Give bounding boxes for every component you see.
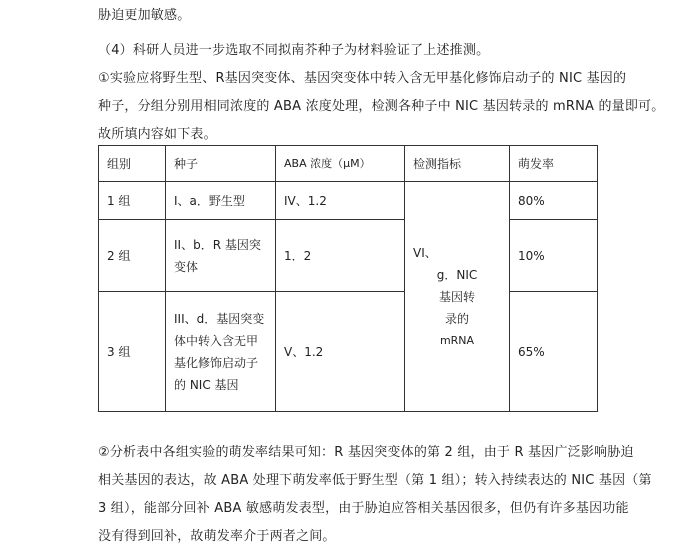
row3-seed [166, 292, 276, 412]
analysis-line-3: 3 组），能部分回补 ABA 敏感萌发表型，由于胁迫应答相关基因很多，但仍有许多基因功能 [98, 501, 629, 516]
text-line-2: （4）科研人员进一步选取不同拟南芥种子为材料验证了上述推测。 [98, 43, 490, 58]
experiment-table [98, 145, 598, 412]
indicator-cell [405, 182, 510, 412]
analysis-line-1: ②分析表中各组实验的萌发率结果可知：R 基因突变体的第 2 组，由于 R 基因广泛影响胁迫 [98, 445, 634, 460]
table-row [99, 220, 598, 292]
header-indicator: 检测指标 [405, 146, 510, 182]
text-line-4: 种子，分组分别用相同浓度的 ABA 浓度处理，检测各种子中 NIC 基因转录的 mRNA 的量即可。 [98, 99, 665, 114]
indicator-line-2: g．NIC [436, 267, 478, 282]
row2-seed-line-2: 变体 [174, 259, 199, 274]
row2-seed [166, 220, 276, 292]
header-rate: 萌发率 [510, 146, 598, 182]
analysis-line-2: 相关基因的表达，故 ABA 处理下萌发率低于野生型（第 1 组）；转入持续表达的 NIC 基因（第 [98, 473, 652, 488]
row2-group: 2 组 [99, 220, 166, 292]
row3-seed-line-4: 的 NIC 基因 [174, 377, 239, 392]
header-seed: 种子 [166, 146, 276, 182]
row3-group: 3 组 [99, 292, 166, 412]
row2-aba: 1．2 [276, 220, 405, 292]
table-header-row [99, 146, 598, 182]
row1-aba: IV、1.2 [276, 182, 405, 220]
row2-seed-line-1: II、b．R 基因突 [174, 237, 261, 252]
row1-seed: I、a．野生型 [166, 182, 276, 220]
row3-rate: 65% [510, 292, 598, 412]
indicator-line-5: mRNA [439, 333, 475, 347]
table-row [99, 292, 598, 412]
row1-rate: 80% [510, 182, 598, 220]
indicator-line-3: 基因转 [438, 289, 475, 304]
header-group: 组别 [99, 146, 166, 182]
row3-aba: V、1.2 [276, 292, 405, 412]
row3-seed-line-3: 基化修饰启动子 [174, 355, 259, 370]
analysis-line-4: 没有得到回补，故萌发率介于两者之间。 [98, 529, 336, 544]
indicator-line-1: VI、 [413, 245, 437, 260]
row3-seed-line-1: III、d．基因突变 [174, 311, 265, 326]
text-line-3: ①实验应将野生型、R基因突变体、基因突变体中转入含无甲基化修饰启动子的 NIC 基因的 [98, 71, 627, 86]
header-aba: ABA 浓度（μM） [276, 146, 405, 182]
row2-rate: 10% [510, 220, 598, 292]
row1-group: 1 组 [99, 182, 166, 220]
text-line-5: 故所填内容如下表。 [98, 127, 217, 142]
text-line-1: 胁迫更加敏感。 [98, 8, 191, 23]
row3-seed-line-2: 体中转入含无甲 [174, 333, 259, 348]
table-row [99, 182, 598, 220]
indicator-line-4: 录的 [444, 311, 469, 326]
